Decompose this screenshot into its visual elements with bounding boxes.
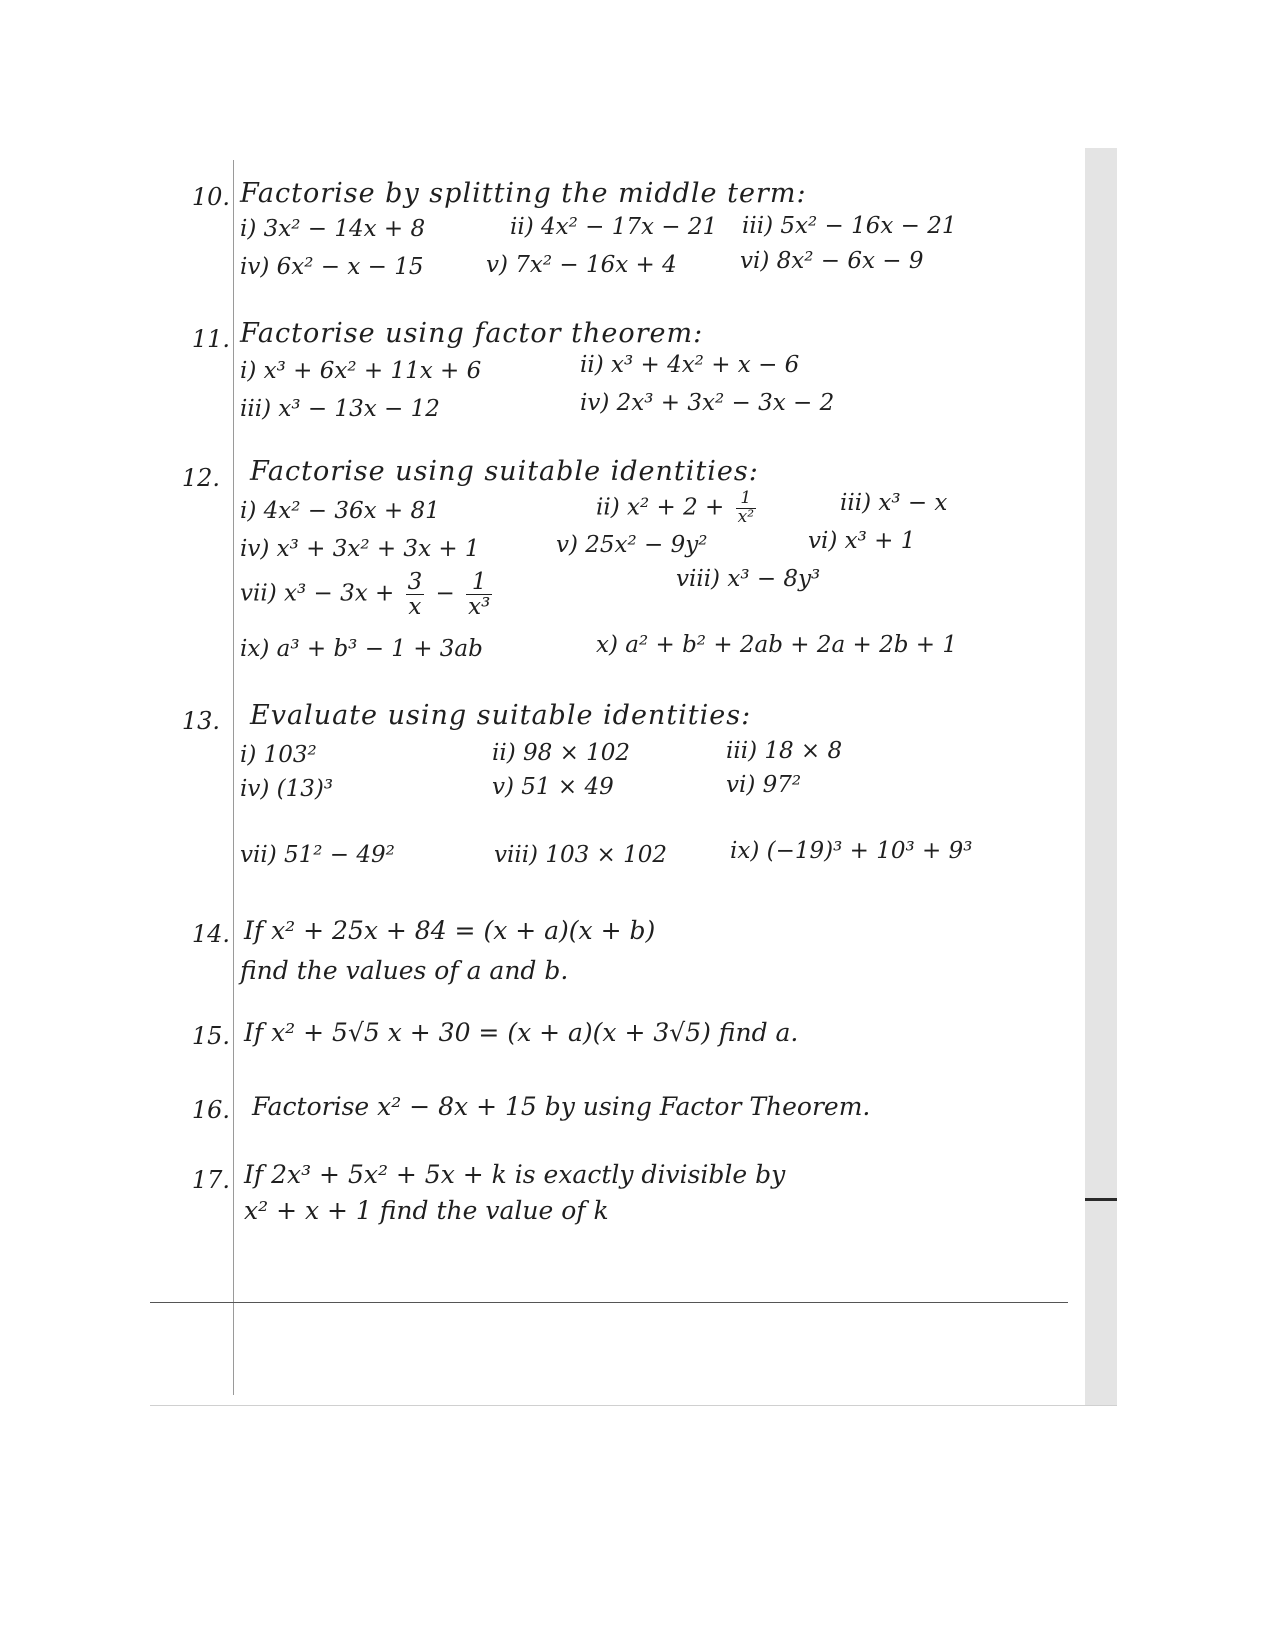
margin-rule [233,160,234,1395]
question-text: If x² + 25x + 84 = (x + a)(x + b) [244,916,656,945]
fraction-numerator: 3 [407,569,423,595]
question-number: 15. [191,1022,230,1050]
bottom-rule [150,1302,1068,1303]
question-text: If x² + 5√5 x + 30 = (x + a)(x + 3√5) find a. [244,1018,799,1047]
expression: vii) 51² − 49² [240,842,395,868]
expression: iii) x³ − x [840,490,948,516]
expression: i) 103² [240,742,317,768]
expression: i) 4x² − 36x + 81 [240,498,440,524]
expression: v) 25x² − 9y² [556,532,708,558]
expression: iv) (13)³ [240,776,334,802]
expression: ix) a³ + b³ − 1 + 3ab [240,636,483,662]
expression: vi) 8x² − 6x − 9 [740,248,924,274]
question-number: 14. [191,920,230,948]
expression: ii) x³ + 4x² + x − 6 [580,352,800,378]
fraction [406,570,425,619]
fraction-denominator: x [408,594,422,621]
fraction-numerator: 1 [466,570,492,595]
scan-edge-shadow [1085,148,1117,1406]
expression: ii) 98 × 102 [492,740,631,766]
minus-sign: − [435,580,455,607]
expression: vi) x³ + 1 [808,528,916,554]
scan-edge-mark [1085,1198,1117,1201]
question-number: 13. [181,707,220,735]
question-text: Factorise x² − 8x + 15 by using Factor Theorem. [252,1092,871,1121]
expression-with-fractions [240,570,496,619]
question-heading: Evaluate using suitable identities: [250,700,752,731]
expression: viii) 103 × 102 [494,842,668,868]
expression: iv) x³ + 3x² + 3x + 1 [240,536,480,562]
question-text: If 2x³ + 5x² + 5x + k is exactly divisible by [244,1160,786,1189]
expression: viii) x³ − 8y³ [676,566,821,592]
question-heading: Factorise using factor theorem: [240,318,704,349]
expression: iv) 2x³ + 3x² − 3x − 2 [580,390,835,416]
page-bottom-edge [150,1405,1117,1406]
expression-with-fraction [596,490,760,527]
fraction [466,570,492,619]
expression: iii) x³ − 13x − 12 [240,396,440,422]
expression: i) 3x² − 14x + 8 [240,216,426,242]
question-number: 16. [191,1096,230,1124]
question-number: 12. [181,464,220,492]
question-number: 17. [191,1166,230,1194]
fraction-denominator: x² [737,506,755,527]
expression: v) 51 × 49 [492,774,614,800]
expression-text: ii) x² + 2 + [596,494,725,521]
question-text: x² + x + 1 find the value of k [244,1196,609,1225]
question-heading: Factorise by splitting the middle term: [240,178,807,209]
expression: ix) (−19)³ + 10³ + 9³ [730,838,973,864]
expression: iii) 18 × 8 [726,738,843,764]
expression: i) x³ + 6x² + 11x + 6 [240,358,482,384]
expression: x) a² + b² + 2ab + 2a + 2b + 1 [596,632,958,658]
fraction [736,490,756,527]
expression: iv) 6x² − x − 15 [240,254,424,280]
fraction-numerator: 1 [736,490,756,509]
expression: iii) 5x² − 16x − 21 [742,213,957,239]
question-number: 11. [191,325,230,353]
expression: v) 7x² − 16x + 4 [486,252,677,278]
question-heading: Factorise using suitable identities: [250,456,759,487]
question-number: 10. [191,183,230,211]
expression: ii) 4x² − 17x − 21 [510,214,718,240]
question-text: find the values of a and b. [240,956,569,985]
expression: vi) 97² [726,772,802,798]
expression-text: vii) x³ − 3x + [240,580,395,607]
fraction-denominator: x³ [468,594,491,621]
